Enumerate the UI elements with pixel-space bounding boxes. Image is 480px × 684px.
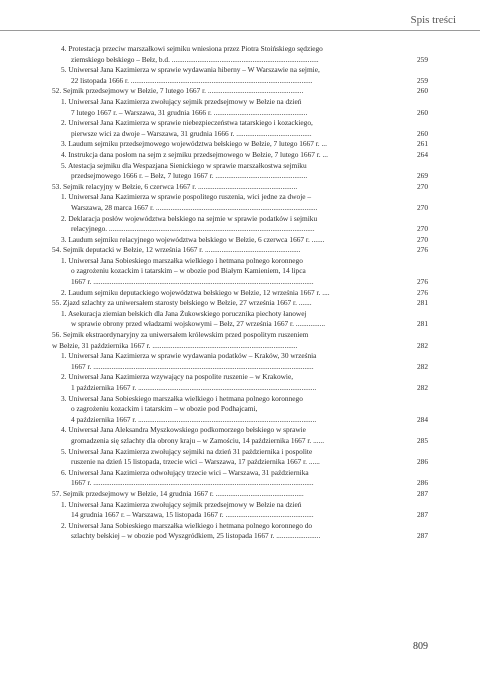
toc-page-number: 282 <box>416 383 428 392</box>
toc-entry-line: 1. Uniwersał Jana Sobieskiego marszałka wielkiego i hetmana polnego koronnego <box>61 255 303 265</box>
toc-subentry <box>52 394 428 426</box>
toc-entry-line: o zagrożeniu kozackim i tatarskim – w obozie pod Białym Kamieniem, 14 lipca <box>71 266 306 276</box>
toc-page-number: 270 <box>416 234 428 244</box>
toc-entry-line: w Bełzie, 31 października 1667 r. ............................................................................... <box>52 340 298 350</box>
toc-entry-line: 5. Uniwersał Jana Kazimierza zwołujący sejmiki na dzień 31 października i pospolite <box>61 446 313 456</box>
toc-entry-line: 1667 r. ........................................................................................................................ <box>71 277 314 287</box>
toc-entry-line: 22 listopada 1666 r. ................................................................................................... <box>71 75 313 85</box>
toc-entry-title <box>61 139 404 150</box>
toc-subentry <box>52 521 428 542</box>
toc-subentry <box>52 447 428 468</box>
toc-section-entry <box>52 489 428 500</box>
toc-entry-line: 4. Uniwersał Jana Aleksandra Myszkowskiego podkomorzego bełskiego w sprawie <box>61 425 306 435</box>
toc-entry-line: 1. Uniwersał Jana Kazimierza zwołujący sejmik przedsejmowy w Bełzie na dzień <box>61 96 302 106</box>
toc-page-number: 269 <box>416 171 428 181</box>
toc-entry-line: 5. Atestacja sejmiku dla Wespazjana Sienickiego w sprawie marszałkostwa sejmiku <box>61 160 307 170</box>
toc-page-number: 287 <box>416 488 428 498</box>
toc-entry-title <box>61 500 404 521</box>
toc-entry-line: 4. Protestacja przeciw marszałkowi sejmiku wniesiona przez Piotra Stoińskiego sędziego <box>61 44 323 53</box>
toc-subentry <box>52 214 428 235</box>
toc-entry-line: relacyjnego. ................................................................................................................ <box>71 224 315 234</box>
toc-entry-title <box>61 447 404 468</box>
toc-entry-title <box>52 182 404 193</box>
toc-entry-line: 52. Sejmik przedsejmowy w Bełzie, 7 lutego 1667 r. .................................................... <box>52 86 304 96</box>
toc-entry-line: 1 października 1667 r. ................................................................................................. <box>71 383 317 392</box>
toc-entry-title <box>52 298 404 309</box>
toc-entry-line: 5. Uniwersał Jana Kazimierza w sprawie wydawania hiberny – W Warszawie na sejmie, <box>61 65 320 75</box>
toc-entry-title <box>61 150 404 161</box>
toc-entry-title <box>61 97 404 118</box>
toc-section-entry <box>52 245 428 256</box>
toc-entry-line: 56. Sejmik ekstraordynaryjny za uniwersałem królewskim przed pospolitym ruszeniem <box>52 330 309 340</box>
toc-entry-line: 2. Uniwersał Jana Kazimierza w sprawie niebezpieczeństwa tatarskiego i kozackiego, <box>61 118 313 128</box>
toc-entry-line: 1. Asekuracja ziemian bełskich dla Jana Żukowskiego porucznika piechoty łanowej <box>61 308 307 318</box>
toc-entry-line: 55. Zjazd szlachty za uniwersałem starosty bełskiego w Bełzie, 27 września 1667 r. ....... <box>52 298 312 308</box>
toc-entry-line: 4 października 1667 r. ................................................................................................. <box>71 414 317 424</box>
toc-entry-line: 6. Uniwersał Jana Kazimierza odwołujący trzecie wici – Warszawa, 31 października <box>61 467 309 477</box>
toc-page-number: 282 <box>416 361 428 371</box>
toc-entry-title <box>61 372 404 393</box>
toc-entry-line: 1. Uniwersał Jana Kazimierza w sprawie pospolitego ruszenia, wici jedne za dwoje – <box>61 192 312 202</box>
toc-entry-line: 53. Sejmik relacyjny w Bełzie, 6 czerwca 1667 r. ...................................................... <box>52 181 298 191</box>
toc-subentry <box>52 150 428 161</box>
toc-entry-line: szlachty bełskiej – w obozie pod Wyszgródkiem, 25 listopada 1667 r. ........................ <box>71 531 321 541</box>
toc-subentry <box>52 139 428 150</box>
toc-entry-line: 3. Laudum sejmiku relacyjnego województwa bełskiego w Bełzie, 6 czerwca 1667 r. ....... <box>61 234 325 244</box>
toc-page-number: 260 <box>416 128 428 138</box>
toc-entry-line: 14 grudnia 1667 r. – Warszawa, 15 listopada 1667 r. ................................................ <box>71 510 314 520</box>
toc-entry-title <box>61 161 404 182</box>
toc-subentry <box>52 192 428 213</box>
toc-page-number: 287 <box>416 531 428 541</box>
toc-subentry <box>52 425 428 446</box>
toc-entry-title <box>52 86 404 97</box>
toc-subentry <box>52 309 428 330</box>
toc-page-number: 260 <box>416 107 428 117</box>
header-rule <box>0 30 480 31</box>
toc-entry-line: gromadzenia się szlachty dla obrony kraju – w Zamościu, 14 października 1667 r. ...... <box>71 435 325 445</box>
toc-page-number: 260 <box>416 86 428 96</box>
table-of-contents <box>52 44 428 542</box>
toc-page-number: 281 <box>416 298 428 308</box>
toc-section-entry <box>52 330 428 351</box>
toc-subentry <box>52 118 428 139</box>
toc-page-number: 276 <box>416 277 428 287</box>
toc-subentry <box>52 500 428 521</box>
toc-entry-line: 4. Instrukcja dana posłom na sejm z sejmiku przedsejmowego w Bełzie, 7 lutego 1667 r. ... <box>61 149 328 159</box>
toc-entry-line: ziemskiego bełskiego – Bełz, b.d. ................................................................................ <box>71 54 319 64</box>
toc-subentry <box>52 256 428 288</box>
toc-page-number: 270 <box>416 202 428 212</box>
toc-entry-title <box>61 309 404 330</box>
toc-page-number: 270 <box>416 224 428 234</box>
toc-page-number: 284 <box>416 414 428 424</box>
toc-page-number: 270 <box>416 181 428 191</box>
toc-page-number: 261 <box>416 139 428 149</box>
toc-subentry <box>52 97 428 118</box>
toc-page-number: 286 <box>416 457 428 467</box>
toc-entry-title <box>61 44 404 65</box>
page-number: 809 <box>413 641 428 652</box>
toc-entry-line: 1. Uniwersał Jana Kazimierza w sprawie wydawania podatków – Kraków, 30 września <box>61 351 317 361</box>
toc-entry-line: 54. Sejmik deputacki w Bełzie, 12 września 1667 r. .................................................... <box>52 245 301 255</box>
toc-subentry <box>52 288 428 299</box>
toc-subentry <box>52 161 428 182</box>
toc-page-number: 259 <box>416 75 428 85</box>
toc-entry-line: 7 lutego 1667 r. – Warszawa, 31 grudnia 1666 r. ................................................... <box>71 107 308 117</box>
toc-entry-title <box>61 214 404 235</box>
toc-entry-title <box>61 425 404 446</box>
toc-entry-title <box>61 192 404 213</box>
toc-entry-line: w sprawie obrony przed władzami wojskowymi – Bełz, 27 września 1667 r. ................ <box>71 319 326 329</box>
running-header: Spis treści <box>410 14 456 26</box>
toc-page-number: 285 <box>416 435 428 445</box>
toc-subentry <box>52 351 428 372</box>
toc-entry-title <box>61 256 404 288</box>
toc-entry-title <box>61 468 404 489</box>
toc-page-number: 276 <box>416 245 428 255</box>
toc-page-number: 259 <box>416 54 428 64</box>
toc-entry-title <box>61 351 404 372</box>
toc-entry-line: 1667 r. ........................................................................................................................ <box>71 478 314 488</box>
toc-entry-title <box>61 118 404 139</box>
toc-entry-line: Warszawa, 28 marca 1667 r. ........................................................................................ <box>71 202 318 212</box>
toc-subentry <box>52 44 428 65</box>
toc-entry-title <box>61 65 404 86</box>
toc-entry-title <box>61 521 404 542</box>
toc-subentry <box>52 372 428 393</box>
toc-entry-title <box>52 245 404 256</box>
toc-entry-title <box>52 330 404 351</box>
toc-entry-line: 1667 r. ........................................................................................................................ <box>71 361 314 371</box>
toc-page-number: 264 <box>416 149 428 159</box>
toc-entry-line: 1. Uniwersał Jana Kazimierza zwołujący sejmik przedsejmowy w Bełzie na dzień <box>61 499 302 509</box>
toc-page-number: 287 <box>416 510 428 520</box>
toc-entry-line: 3. Uniwersał Jana Sobieskiego marszałka wielkiego i hetmana polnego koronnego <box>61 393 303 403</box>
toc-page-number: 281 <box>416 319 428 329</box>
toc-entry-title <box>61 288 404 299</box>
toc-entry-line: 2. Laudum sejmiku deputackiego województwa bełskiego w Bełzie, 12 września 1667 r. .... <box>61 287 330 297</box>
toc-entry-line: 2. Deklaracja posłów województwa bełskiego na sejmie w sprawie podatków i sejmiku <box>61 213 318 223</box>
toc-entry-line: ruszenie na dzień 15 listopada, trzecie wici – Warszawa, 17 października 1667 r. ...... <box>71 457 320 467</box>
toc-entry-line: o zagrożeniu kozackim i tatarskim – w obozie pod Podhajcami, <box>71 404 258 414</box>
toc-entry-line: 2. Uniwersał Jana Kazimierza wzywający na pospolite ruszenie – w Krakowie, <box>61 372 294 382</box>
toc-entry-title <box>61 235 404 246</box>
toc-entry-line: 2. Uniwersał Jana Sobieskiego marszałka wielkiego i hetmana polnego koronnego do <box>61 520 313 530</box>
toc-entry-line: pierwsze wici za dwoje – Warszawa, 31 grudnia 1666 r. ......................................... <box>71 128 312 138</box>
toc-entry-line: 57. Sejmik przedsejmowy w Bełzie, 14 grudnia 1667 r. ................................................ <box>52 488 304 498</box>
toc-entry-title <box>52 489 404 500</box>
toc-section-entry <box>52 298 428 309</box>
toc-entry-title <box>61 394 404 426</box>
toc-page-number: 286 <box>416 478 428 488</box>
toc-subentry <box>52 65 428 86</box>
toc-section-entry <box>52 182 428 193</box>
toc-page-number: 282 <box>416 340 428 350</box>
toc-page-number: 276 <box>416 287 428 297</box>
toc-entry-line: przedsejmowego 1666 r. – Bełz, 7 lutego 1667 r. .................................................. <box>71 171 308 181</box>
toc-entry-line: 3. Laudum sejmiku przedsejmowego województwa bełskiego w Bełzie, 7 lutego 1667 r. ... <box>61 139 327 149</box>
toc-subentry <box>52 235 428 246</box>
toc-subentry <box>52 468 428 489</box>
toc-section-entry <box>52 86 428 97</box>
